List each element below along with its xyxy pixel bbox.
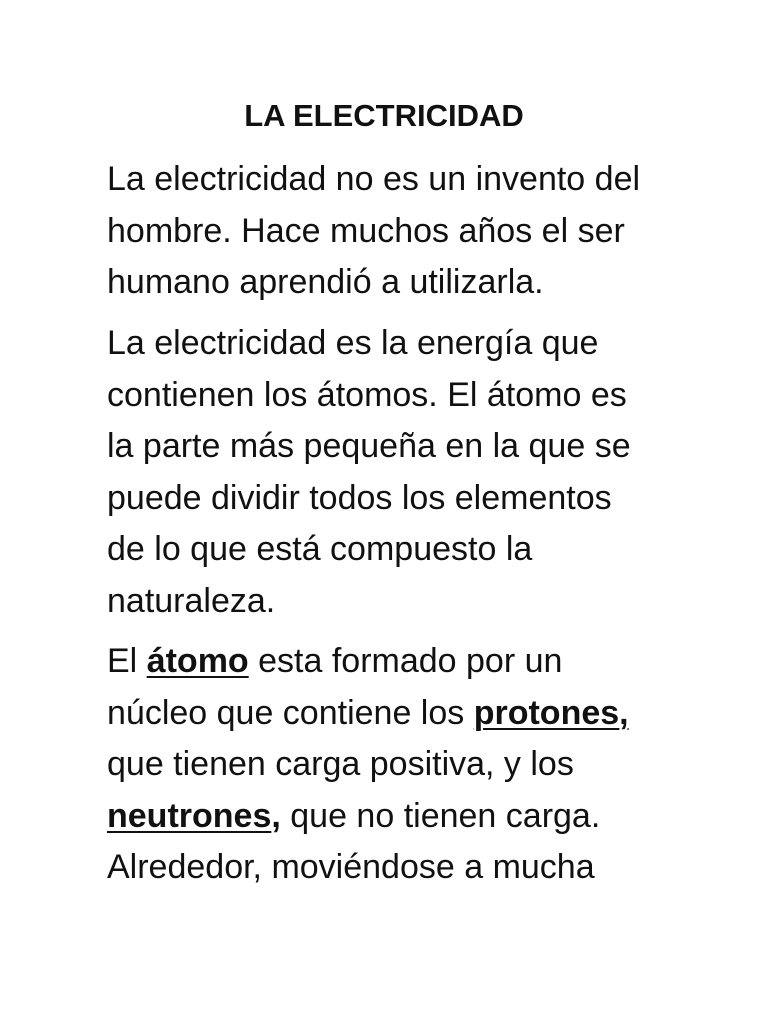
paragraph-2 xyxy=(107,318,727,627)
document-title: LA ELECTRICIDAD xyxy=(244,98,524,133)
paragraph-3-line-4 xyxy=(107,791,727,843)
paragraph-3-line-1 xyxy=(107,636,727,688)
keyword-neutrones-comma: , xyxy=(271,796,281,835)
paragraph-1-line-2: hombre. Hace muchos años el ser xyxy=(107,211,625,250)
text-segment: que no tienen carga. xyxy=(280,796,601,835)
paragraph-1-line-1: La electricidad no es un invento del xyxy=(107,160,641,198)
keyword-protones: protones xyxy=(473,693,620,732)
paragraph-2-line-5: de lo que está compuesto la xyxy=(107,530,533,568)
text-segment: núcleo que contiene los xyxy=(107,693,474,732)
paragraph-3 xyxy=(107,636,727,894)
paragraph-3-line-2 xyxy=(107,688,727,740)
keyword-neutrones: neutrones xyxy=(107,796,272,835)
paragraph-2-line-4: puede dividir todos los elementos xyxy=(107,478,612,517)
paragraph-2-line-3: la parte más pequeña en la que se xyxy=(107,427,631,465)
paragraph-2-line-2: contienen los átomos. El átomo es xyxy=(107,375,627,414)
text-segment: esta formado por un xyxy=(248,642,563,680)
paragraph-2-line-1: La electricidad es la energía que xyxy=(107,324,599,362)
keyword-protones-comma: , xyxy=(619,693,629,732)
paragraph-2-line-6: naturaleza. xyxy=(107,581,276,620)
text-segment: El xyxy=(107,642,147,680)
paragraph-1-line-3: humano aprendió a utilizarla. xyxy=(107,263,544,301)
paragraph-3-line-5: Alrededor, moviéndose a mucha xyxy=(107,848,595,886)
paragraph-3-line-3: que tienen carga positiva, y los xyxy=(107,745,574,783)
paragraph-1 xyxy=(107,154,727,309)
keyword-atomo: átomo xyxy=(146,642,249,680)
